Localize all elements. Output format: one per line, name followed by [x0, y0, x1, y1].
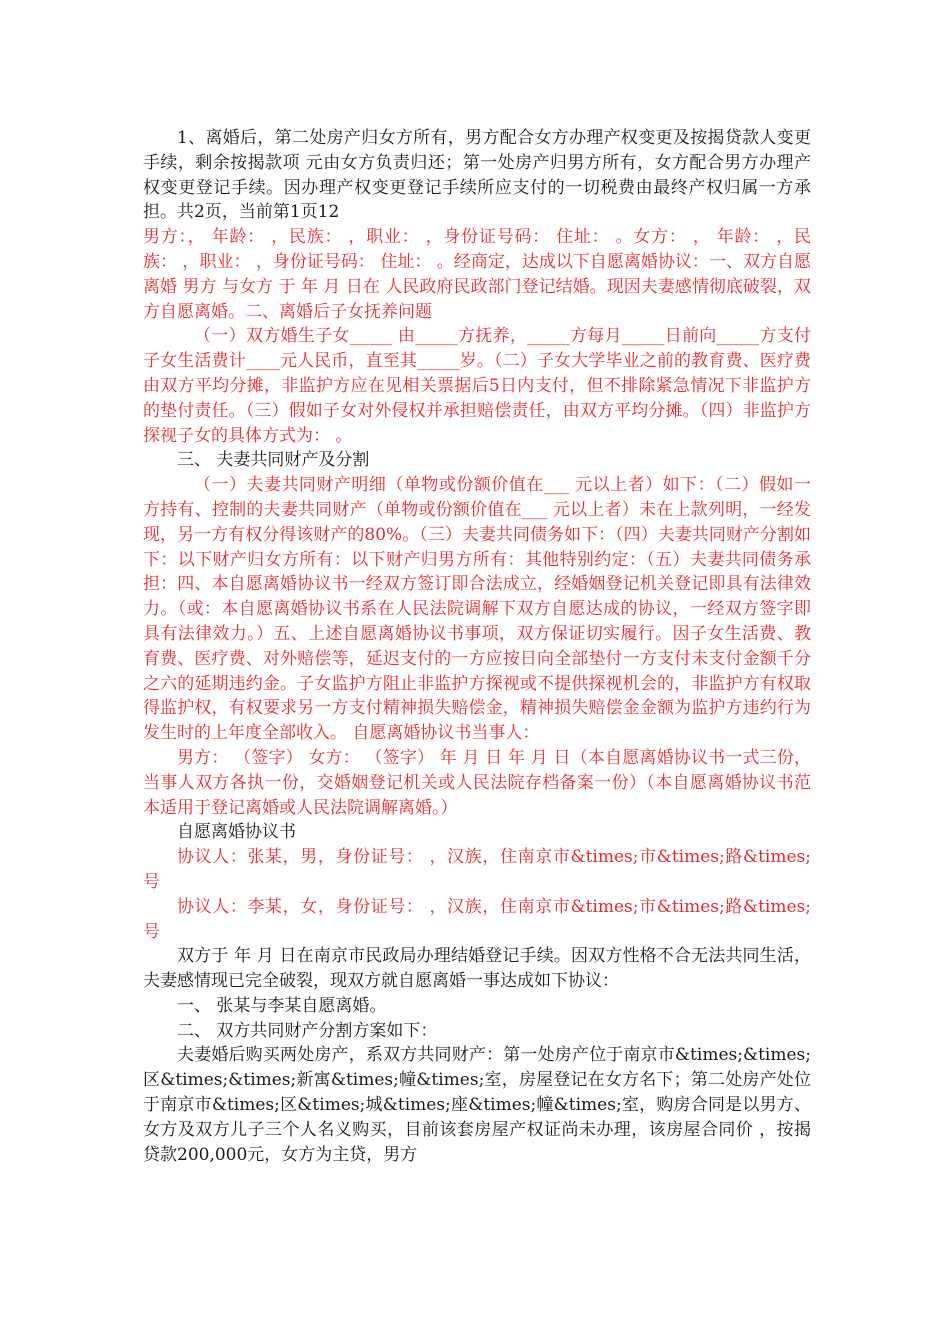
section-heading-property: 三、 夫妻共同财产及分割 [177, 450, 370, 471]
paragraph-real-estate: 夫妻婚后购买两处房产，系双方共同财产：第一处房产位于南京市&times;&times;区&times;&times;新寓&times;幢&times;室，房屋登记在女方名下；第二处房产处位于南京市&times;区&times;城&times;座&times;幢&times;室，购房合同是以男方、女方及双方儿子三个人名义购买，目前该套房屋产权证尚未办理，该房屋合同价 ，按揭贷款200,000元，女方为主贷，男方 [143, 1045, 811, 1165]
paragraph-marriage-record: 双方于 年 月 日在南京市民政局办理结婚登记手续。因双方性格不合无法共同生活，夫妻感情现已完全破裂，现双方就自愿离婚一事达成如下协议： [143, 946, 811, 992]
paragraph-property-clause: 1、离婚后，第二处房产归女方所有，男方配合女方办理产权变更及按揭贷款人变更手续，剩余按揭款项 元由女方负责归还；第一处房产归男方所有，女方配合男方办理产权变更登记手续。因办理产权变更登记手续所应支付的一切税费由最终产权归属一方承担。共2页，当前第1页12 [143, 128, 811, 223]
clause-two: 二、 双方共同财产分割方案如下： [177, 1020, 438, 1041]
document-page [143, 126, 811, 1167]
paragraph-property-division: （一）夫妻共同财产明细（单物或份额价值在___ 元以上者）如下：（二）假如一方持有、控制的夫妻共同财产（单物或份额价值在___ 元以上者）未在上款列明，一经发现，另一方有权分得该财产的80%。（三）夫妻共同债务如下：（四）夫妻共同财产分割如下：以下财产归女方所有：以下财产归男方所有：其他特别约定：（五）夫妻共同债务承担：四、本自愿离婚协议书一经双方签订即合法成立，经婚姻登记机关登记即具有法律效力。（或：本自愿离婚协议书系在人民法院调解下双方自愿达成的协议，一经双方签字即具有法律效力。）五、上述自愿离婚协议书事项，双方保证切实履行。因子女生活费、教育费、医疗费、对外赔偿等，延迟支付的一方应按日向全部垫付一方支付未支付金额千分之六的延期违约金。子女监护方阻止非监护方探视或不提供探视机会的，非监护方有权取得监护权，有权要求另一方支付精神损失赔偿金，精神损失赔偿金金额为监护方违约行为发生时的上年度全部收入。 自愿离婚协议书当事人： [143, 475, 811, 744]
paragraph-signatures: 男方： （签字） 女方： （签字） 年 月 日 年 月 日（本自愿离婚协议书一式三份，当事人双方各执一份，交婚姻登记机关或人民法院存档备案一份）（本自愿离婚协议书范本适用于登记离婚或人民法院调解离婚。） [143, 747, 811, 818]
clause-one: 一、 张某与李某自愿离婚。 [177, 995, 387, 1016]
paragraph-child-support: （一）双方婚生子女_____ 由_____方抚养，_____方每月_____日前向_____方支付子女生活费计____元人民币，直至其_____岁。（二）子女大学毕业之前的教育费、医疗费由双方平均分摊，非监护方应在见相关票据后5日内支付，但不排除紧急情况下非监护方的垫付责任。（三）假如子女对外侵权并承担赔偿责任，由双方平均分摊。（四）非监护方探视子女的具体方式为： 。 [143, 326, 811, 446]
paragraph-party-li: 协议人：李某，女，身份证号： ，汉族，住南京市&times;市&times;路&times;号 [143, 896, 811, 942]
document-subtitle: 自愿离婚协议书 [177, 822, 296, 843]
paragraph-party-zhang: 协议人：张某，男，身份证号： ，汉族，住南京市&times;市&times;路&times;号 [143, 847, 811, 892]
paragraph-parties-info: 男方：， 年龄： ，民族： ，职业： ，身份证号码： 住址： 。女方： ， 年龄： ，民族： ，职业： ，身份证号码： 住址： 。经商定，达成以下自愿离婚协议：一、双方自愿离婚 男方 与女方 于 年 月 日在 人民政府民政部门登记结婚。现因夫妻感情彻底破裂，双方自愿离婚。二、离婚后子女抚养问题 [143, 227, 811, 322]
